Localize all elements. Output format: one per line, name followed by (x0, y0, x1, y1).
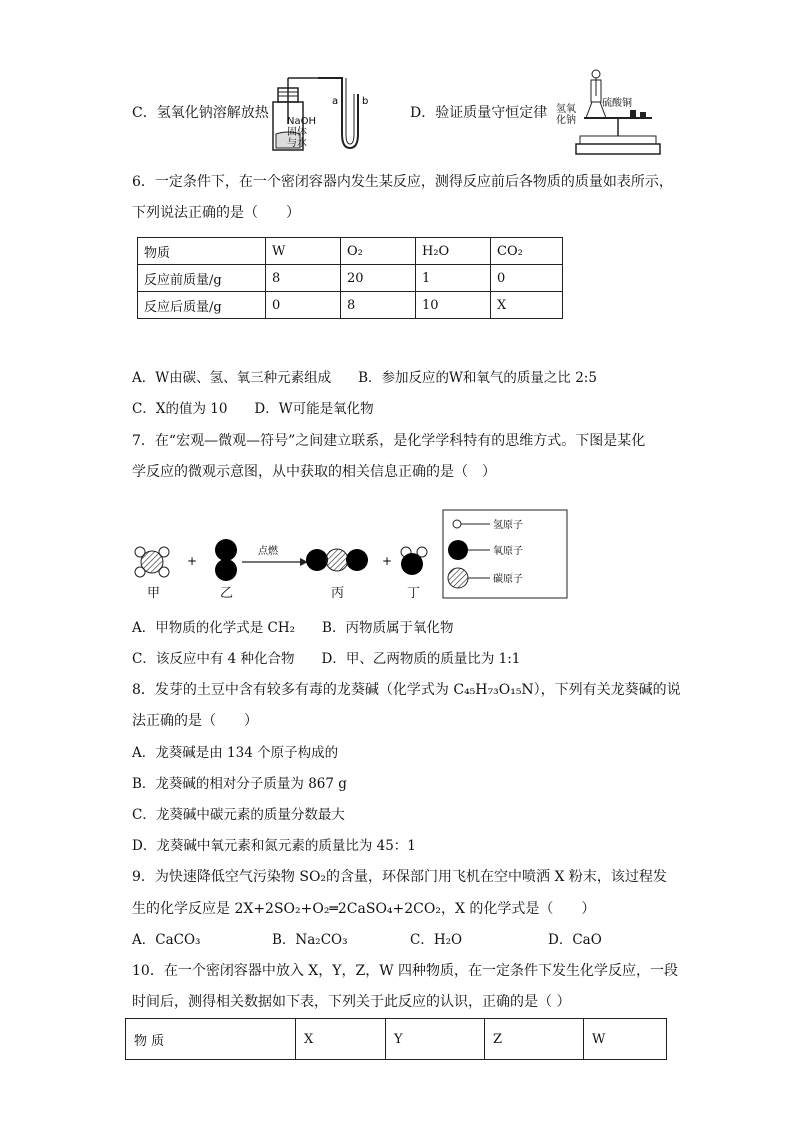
q7-stem-line1: 7．在“宏观—微观—符号”之间建立联系，是化学学科特有的思维方式。下图是某化 (132, 433, 646, 449)
q8-option-d: D．龙葵碱中氧元素和氮元素的质量比为 45：1 (132, 838, 416, 854)
table-cell: 20 (341, 265, 416, 292)
q10-stem-line1: 10．在一个密闭容器中放入 X，Y，Z，W 四种物质，在一定条件下发生化学反应，一段 (132, 963, 679, 979)
label-ding: 丁 (407, 586, 421, 601)
legend-hydrogen: 氢原子 (493, 520, 523, 531)
table-cell: O₂ (341, 238, 416, 265)
table-cell: CO₂ (491, 238, 563, 265)
q7-options-cd: C．该反应中有 4 种化合物 D．甲、乙两物质的质量比为 1:1 (132, 651, 521, 667)
q6-options-cd: C．X的值为 10 D．W可能是氧化物 (132, 401, 374, 417)
q7-stem-line2: 学反应的微观示意图，从中获取的相关信息正确的是（ ） (132, 464, 496, 480)
molecule-bing (306, 549, 368, 571)
label-b: b (362, 96, 369, 107)
table-cell: X (491, 292, 563, 319)
table-cell: 10 (416, 292, 491, 319)
label-yi: 乙 (220, 586, 234, 601)
plus-sign: + (382, 554, 393, 568)
label-solid: 固体 (287, 127, 307, 138)
label-naoh-d1: 氢氧 (556, 104, 576, 115)
table-cell: 1 (416, 265, 491, 292)
q9-option-c: C．H₂O (410, 932, 463, 948)
naoh-labels (287, 116, 316, 149)
table-cell: 反应后质量/g (138, 292, 266, 319)
table-cell: 物 质 (126, 1019, 296, 1060)
table-header-row (126, 1019, 667, 1060)
naoh-dissolution-apparatus (268, 74, 378, 154)
q7-options-ab: A．甲物质的化学式是 CH₂ B．丙物质属于氧化物 (132, 620, 454, 636)
q8-option-b: B．龙葵碱的相对分子质量为 867 g (132, 776, 347, 792)
naoh-label-d (556, 104, 576, 126)
legend-carbon: 碳原子 (493, 574, 523, 585)
q6-stem-line2: 下列说法正确的是（ ） (132, 205, 300, 221)
label-bing: 丙 (331, 586, 345, 601)
table-cell: 0 (491, 265, 563, 292)
plus-sign: + (187, 554, 198, 568)
legend-oxygen: 氧原子 (493, 546, 523, 557)
q6-mass-table (137, 237, 563, 319)
table-cell: Z (485, 1019, 584, 1060)
label-naoh-d2: 化钠 (556, 115, 576, 126)
table-row (138, 292, 563, 319)
q8-option-a: A．龙葵碱是由 134 个原子构成的 (132, 745, 339, 761)
label-copper-sulfate: 硫酸铜 (602, 98, 632, 109)
label-jia: 甲 (147, 586, 161, 601)
table-cell: 反应前质量/g (138, 265, 266, 292)
label-naoh: NaOH (287, 116, 316, 127)
table-cell: W (266, 238, 341, 265)
label-a: a (332, 96, 339, 107)
molecule-ding (401, 547, 427, 575)
condition-label: 点燃 (258, 546, 278, 557)
table-cell: 0 (266, 292, 341, 319)
table-row (138, 265, 563, 292)
q8-stem-line1: 8．发芽的土豆中含有较多有毒的龙葵碱（化学式为 C₄₅H₇₃O₁₅N），下列有关龙葵碱的说 (132, 682, 681, 698)
q5-option-c: C．氢氧化钠溶解放热 (132, 105, 269, 121)
table-cell: 8 (341, 292, 416, 319)
q9-stem-line1: 9．为快速降低空气污染物 SO₂的含量，环保部门用飞机在空中喷洒 X 粉末，该过程发 (132, 869, 667, 885)
q6-options-ab: A．W由碳、氢、氧三种元素组成 B．参加反应的W和氧气的质量之比 2:5 (132, 370, 597, 386)
q8-option-c: C．龙葵碱中碳元素的质量分数最大 (132, 807, 345, 823)
q5-option-d: D．验证质量守恒定律 (410, 105, 548, 121)
q9-stem-line2: 生的化学反应是 2X+2SO₂+O₂═2CaSO₄+2CO₂，X 的化学式是（ ） (132, 901, 596, 917)
table-cell: Y (386, 1019, 485, 1060)
molecule-jia (135, 547, 169, 577)
table-cell: 物质 (138, 238, 266, 265)
label-water: 与水 (287, 138, 307, 149)
q8-stem-line2: 法正确的是（ ） (132, 713, 258, 729)
q10-stem-line2: 时间后，测得相关数据如下表，下列关于此反应的认识，正确的是（ ） (132, 994, 571, 1010)
table-cell: 8 (266, 265, 341, 292)
table-cell: X (296, 1019, 386, 1060)
q6-stem-line1: 6．一定条件下，在一个密闭容器内发生某反应，测得反应前后各物质的质量如表所示， (132, 174, 673, 190)
q9-option-a: A．CaCO₃ (132, 932, 201, 948)
table-header-row (138, 238, 563, 265)
q7-reaction-diagram (130, 508, 570, 600)
diagram-legend (443, 510, 567, 598)
table-cell: H₂O (416, 238, 491, 265)
q9-option-d: D．CaO (548, 932, 602, 948)
table-cell: W (584, 1019, 667, 1060)
q9-option-b: B．Na₂CO₃ (272, 932, 348, 948)
q10-data-table (125, 1018, 667, 1060)
balance-apparatus (574, 66, 664, 158)
molecule-yi (215, 539, 237, 581)
